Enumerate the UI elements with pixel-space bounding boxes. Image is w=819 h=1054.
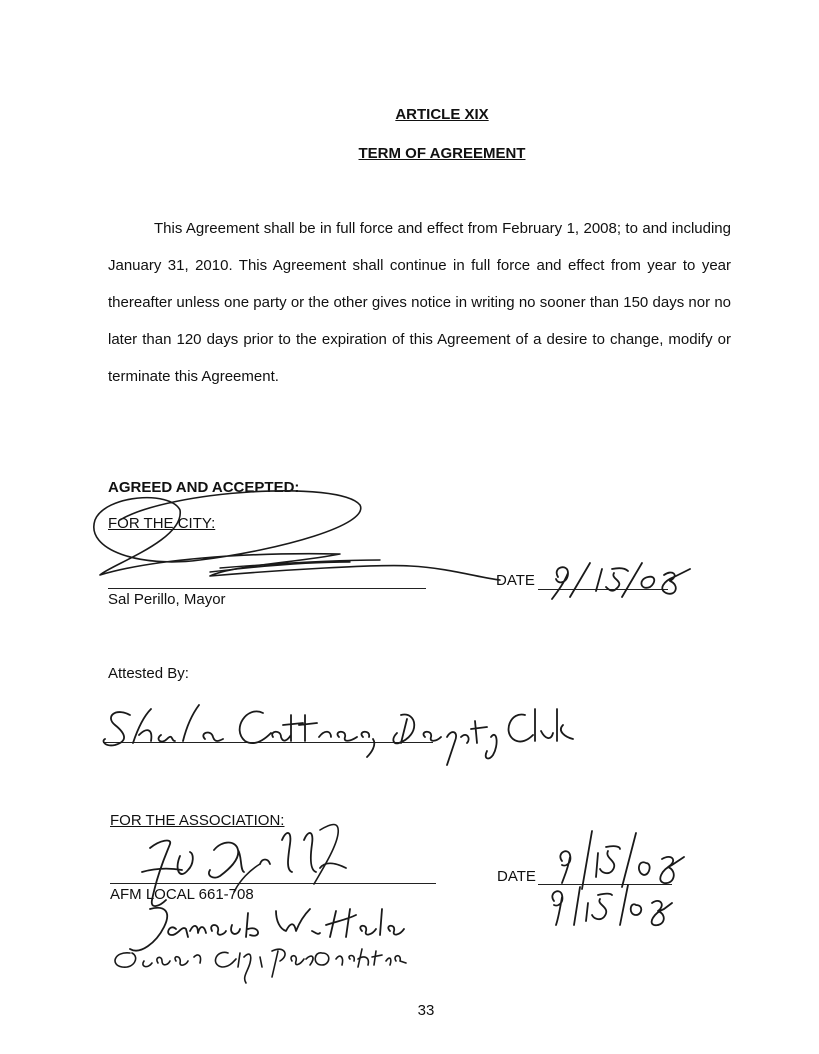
for-the-city-label: FOR THE CITY: [108,515,216,532]
page-number: 33 [417,1002,435,1019]
for-the-association-label: FOR THE ASSOCIATION: [110,812,285,829]
association-date-label: DATE [497,868,536,885]
association-signature-2 [100,895,410,985]
city-date-handwritten [530,555,700,605]
agreed-accepted-label: AGREED AND ACCEPTED: [108,479,300,496]
city-date-label: DATE [496,572,535,589]
association-date-handwritten [540,825,690,935]
attested-by-label: Attested By: [108,665,189,682]
article-heading: ARTICLE XIX [395,106,489,123]
deputy-clerk-signature [95,695,535,775]
article-body [108,210,731,395]
article-body-text: This Agreement shall be in full force and effect from February 1, 2008; to and including January 31, 2010. This Agreement shall continue in full force and effect from year to year thereafter unless one party or the other gives notice in writing no sooner than 150 days nor no later than 120 days prior to the expiration of this Agreement of a desire to change, modify or terminate this Agreement. [108,220,731,385]
association-signer-name: AFM LOCAL 661-708 [110,886,254,903]
city-signer-name: Sal Perillo, Mayor [108,591,226,608]
article-subheading: TERM OF AGREEMENT [358,145,526,162]
